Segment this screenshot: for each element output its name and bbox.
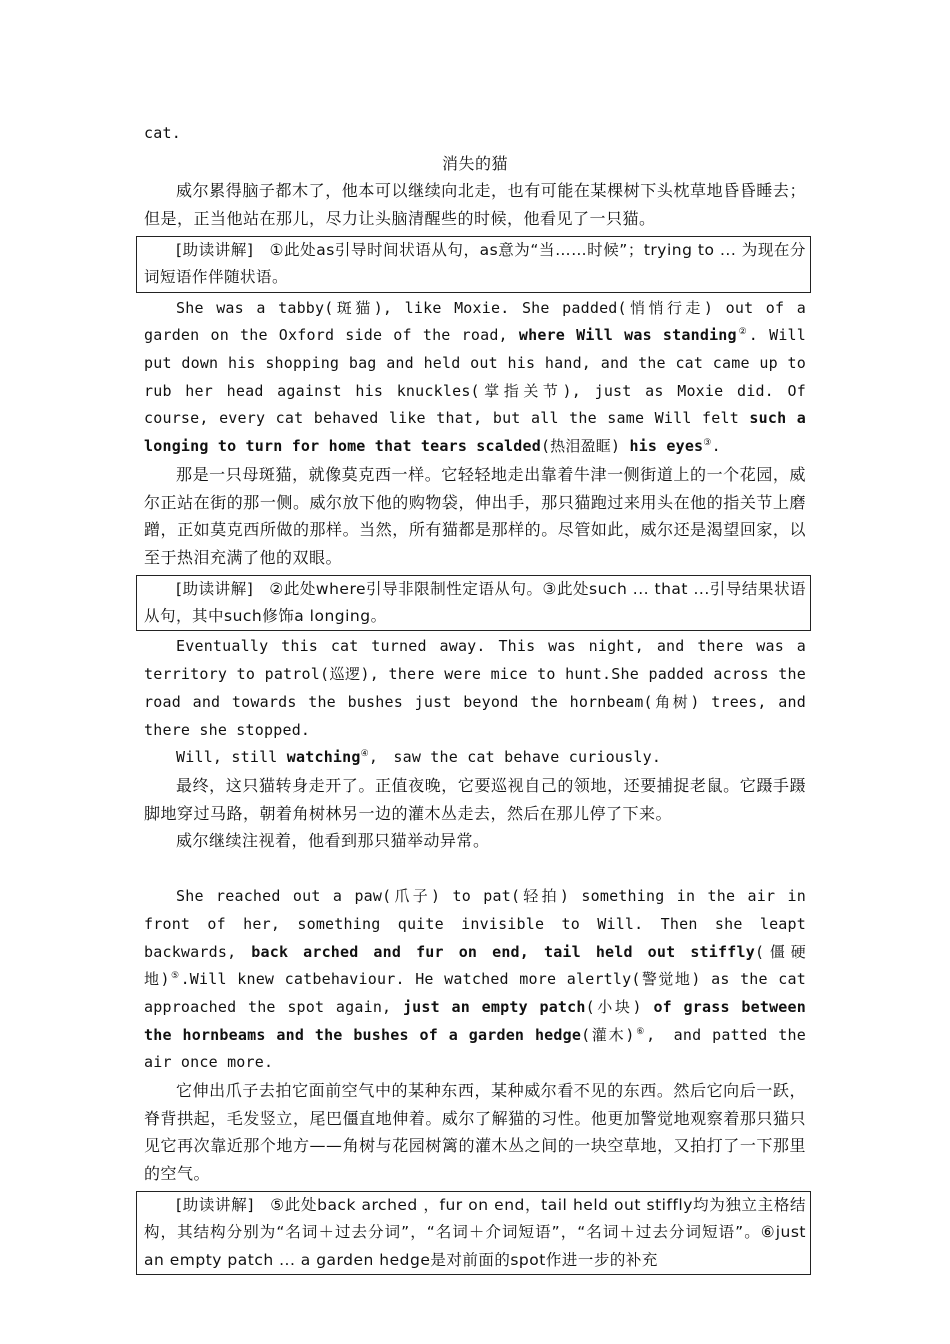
reading-note-box-3 <box>136 1191 811 1275</box>
bold-phrase: where Will was standing <box>518 326 737 345</box>
continuation-line: cat. <box>144 124 181 142</box>
bold-phrase: just an empty patch <box>402 997 586 1016</box>
footnote-mark: ⑥ <box>634 1026 647 1037</box>
footnote-mark: ② <box>736 327 749 338</box>
chinese-title: 消失的猫 <box>441 153 508 173</box>
footnote-mark: ③ <box>703 438 712 449</box>
footnote-mark: ⑤ <box>169 971 181 982</box>
reading-note-3: [助读讲解] ⑤此处back arched ，fur on end，tail held out stiffly均为独立主格结构，其结构分别为“名词＋过去分词”，“名词＋介词短语”，“名词＋过去分词短语”。⑥just an empty patch ... a garden hedge是对前面的spot作进一步的补充 <box>144 1195 806 1269</box>
english-paragraph-2: She was a tabby(斑猫), like Moxie. She padded(悄悄行走) out of a garden on the Oxford side of the road, where Will was standing②. Will put down his shopping bag and held out his hand, and the cat came up to rub her head against his knuckles(掌指关节), just as Moxie did. Of course, every cat behaved like that, but all the same Will felt such a longing to turn for home that tears scalded(热泪盈眶) his eyes③. <box>144 298 807 456</box>
bold-phrase: such a longing to turn for home that tears scalded <box>144 409 806 456</box>
chinese-paragraph-5: 它伸出爪子去拍它面前空气中的某种东西，某种威尔看不见的东西。然后它向后一跃，脊背拱起，毛发竖立，尾巴僵直地伸着。威尔了解猫的习性。他更加警觉地观察着那只猫只见它再次靠近那个地方——角树与花园树篱的灌木丛之间的一块空草地，又拍打了一下那里的空气。 <box>144 1081 806 1184</box>
reading-note-box-2 <box>136 575 811 632</box>
english-paragraph-4: Will, still watching④, saw the cat behave curiously. <box>176 748 662 767</box>
reading-note-1: [助读讲解] ①此处as引导时间状语从句，as意为“当……时候”；trying to ... 为现在分词短语作伴随状语。 <box>144 240 806 287</box>
bold-phrase: watching <box>286 748 361 767</box>
chinese-paragraph-4: 威尔继续注视着，他看到那只猫举动异常。 <box>176 831 490 851</box>
bold-phrase: of grass between the hornbeams and the bushes of a garden hedge <box>144 997 806 1044</box>
chinese-paragraph-3: 最终，这只猫转身走开了。正值夜晚，它要巡视自己的领地，还要捕捉老鼠。它蹑手蹑脚地穿过马路，朝着角树林另一边的灌木丛走去，然后在那儿停了下来。 <box>144 775 806 823</box>
bold-phrase: back arched and fur on end, tail held out stiffly <box>251 942 755 961</box>
footnote-mark: ④ <box>360 749 369 760</box>
document-page <box>144 120 806 1277</box>
chinese-paragraph-2: 那是一只母斑猫，就像莫克西一样。它轻轻地走出靠着牛津一侧街道上的一个花园，威尔正站在街的那一侧。威尔放下他的购物袋，伸出手，那只猫跑过来用头在他的指关节上磨蹭，正如莫克西所做的那样。当然，所有猫都是那样的。尽管如此，威尔还是渴望回家，以至于热泪充满了他的双眼。 <box>144 464 806 567</box>
bold-phrase: his eyes <box>629 437 704 456</box>
english-paragraph-5: She reached out a paw(爪子) to pat(轻拍) something in the air in front of her, something quite invisible to Will. Then she leapt backwards, back arched and fur on end, tail held out stiffly(僵硬地)⑤.Will knew catbehaviour. He watched more alertly(警觉地) as the cat approached the spot again, just an empty patch(小块) of grass between the hornbeams and the bushes of a garden hedge(灌木)⑥, and patted the air once more. <box>144 887 806 1072</box>
chinese-paragraph-1: 威尔累得脑子都木了，他本可以继续向北走，也有可能在某棵树下头枕草地昏昏睡去；但是，正当他站在那儿，尽力让头脑清醒些的时候，他看见了一只猫。 <box>144 181 806 229</box>
reading-note-2: [助读讲解] ②此处where引导非限制性定语从句。③此处such ... that ...引导结果状语从句，其中such修饰a longing。 <box>144 579 806 626</box>
reading-note-box-1 <box>136 236 811 293</box>
english-paragraph-3: Eventually this cat turned away. This was night, and there was a territory to patrol(巡逻), there were mice to hunt.She padded across the road and towards the bushes just beyond the hornbeam(角树) trees, and there she stopped. <box>144 637 806 739</box>
